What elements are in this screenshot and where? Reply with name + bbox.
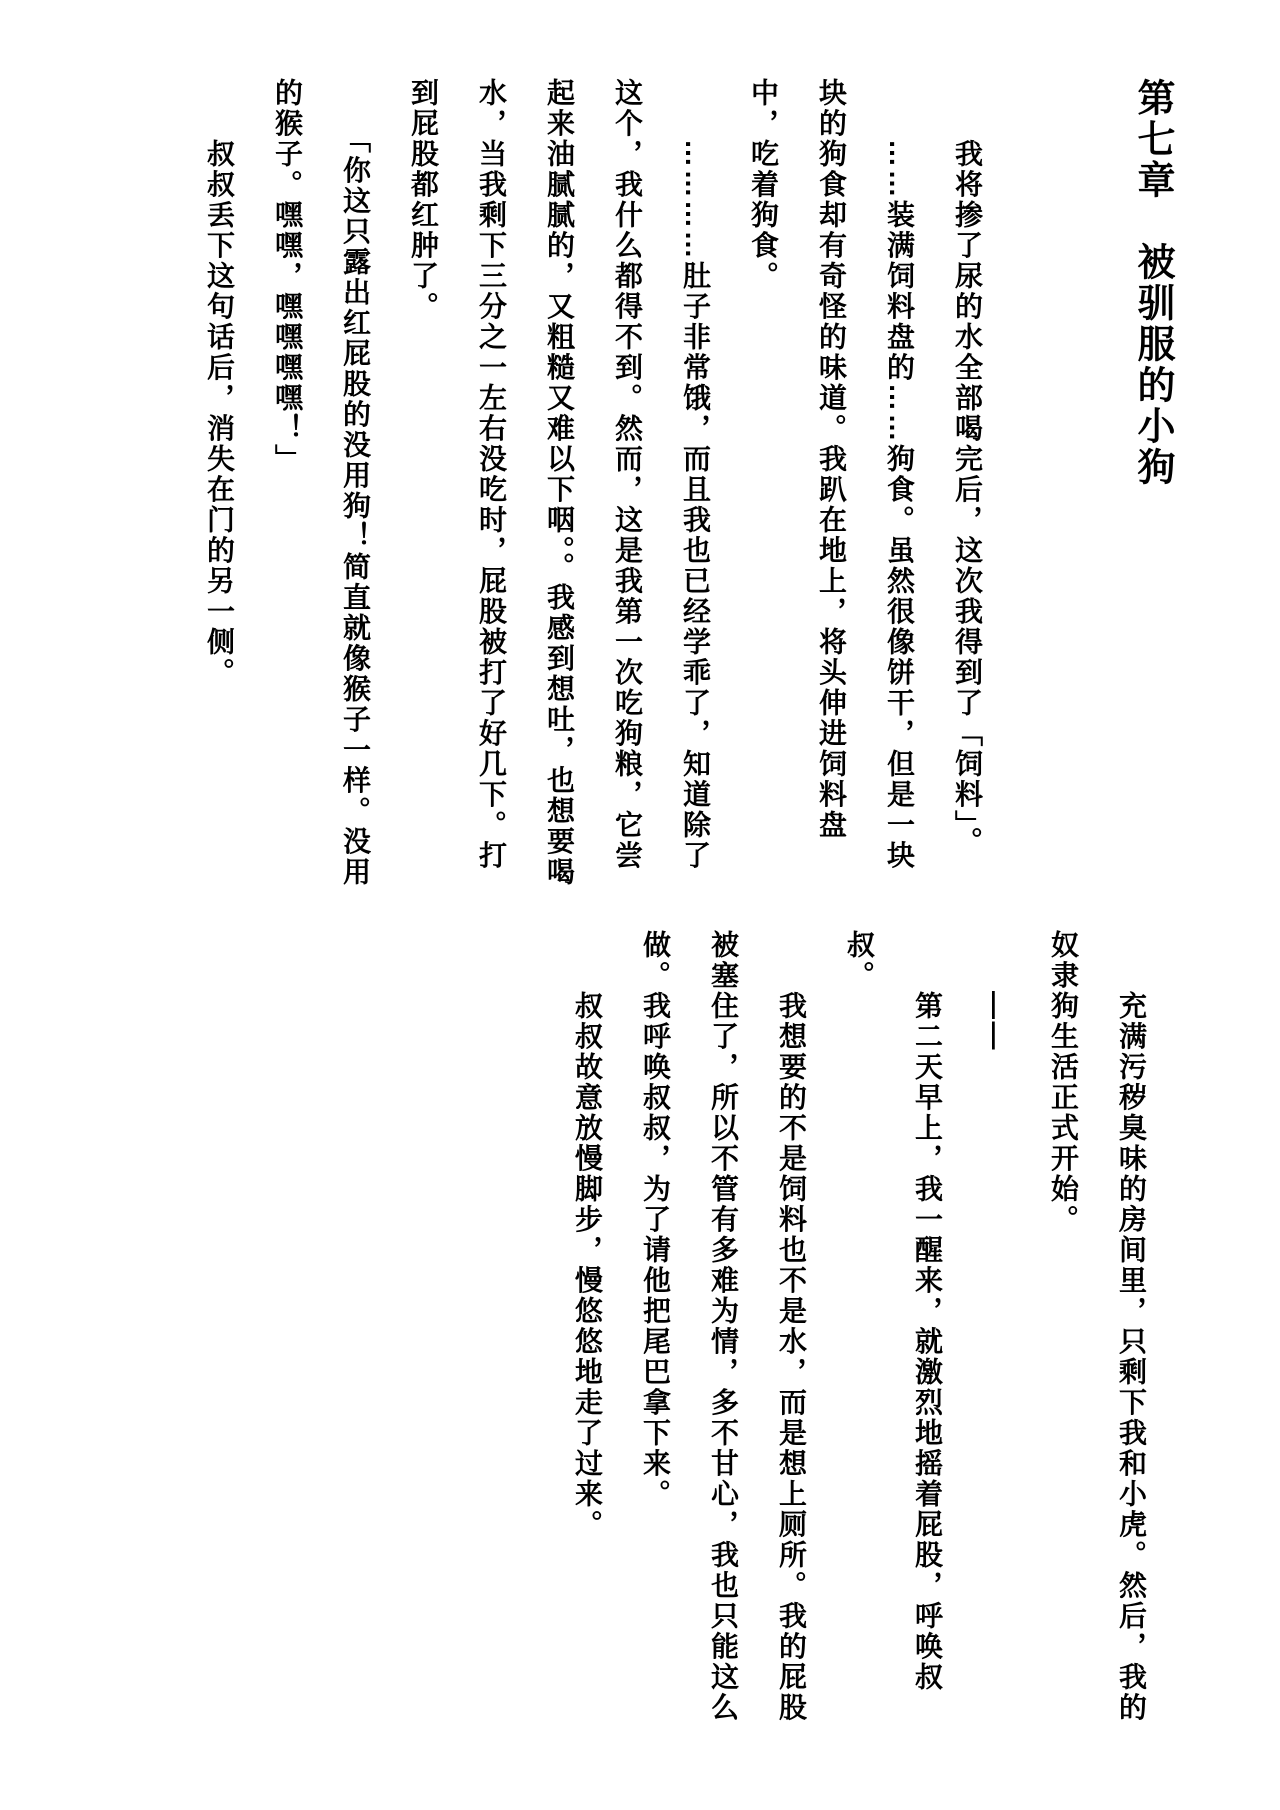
paragraph: 第二天早上，我一醒来，就激烈地摇着屁股，呼唤叔叔。 [844,930,943,1693]
paragraph: …………肚子非常饿，而且我也已经学乖了，知道除了这个，我什么都得不到。然而，这是我第一次吃狗粮，它尝起来油腻腻的，又粗糙又难以下咽。。我感到想吐，也想要喝水，当我剩下三分之一左右没吃时，屁股被打了好几下。打到屁股都红肿了。 [408,78,711,888]
paragraph: 我想要的不是饲料也不是水，而是想上厕所。我的屁股被塞住了，所以不管有多难为情，多不甘心，我也只能这么做。我呼唤叔叔，为了请他把尾巴拿下来。 [640,930,807,1723]
text-block-top [183,78,1175,890]
paragraph: 我将掺了尿的水全部喝完后，这次我得到了「饲料」。 [952,78,983,857]
paragraph: 叔叔丢下这句话后，消失在门的另一侧。 [204,78,235,688]
paragraph: 充满污秽臭味的房间里，只剩下我和小虎。然后，我的奴隶狗生活正式开始。 [1048,930,1147,1723]
text-block-bottom [572,930,1165,1745]
paragraph: ……装满饲料盘的……狗食。虽然很像饼干，但是一块块的狗食却有奇怪的味道。我趴在地上，将头伸进饲料盘中，吃着狗食。 [748,78,915,871]
paragraph: 叔叔故意放慢脚步，慢悠悠地走了过来。 [572,930,603,1540]
paragraph-dash: —— [980,930,1011,1052]
paragraph: 「你这只露出红屁股的没用狗！简直就像猴子一样。没用的猴子。嘿嘿，嘿嘿嘿嘿！」 [272,78,371,888]
chapter-title: 第七章 被驯服的小狗 [1131,78,1173,488]
